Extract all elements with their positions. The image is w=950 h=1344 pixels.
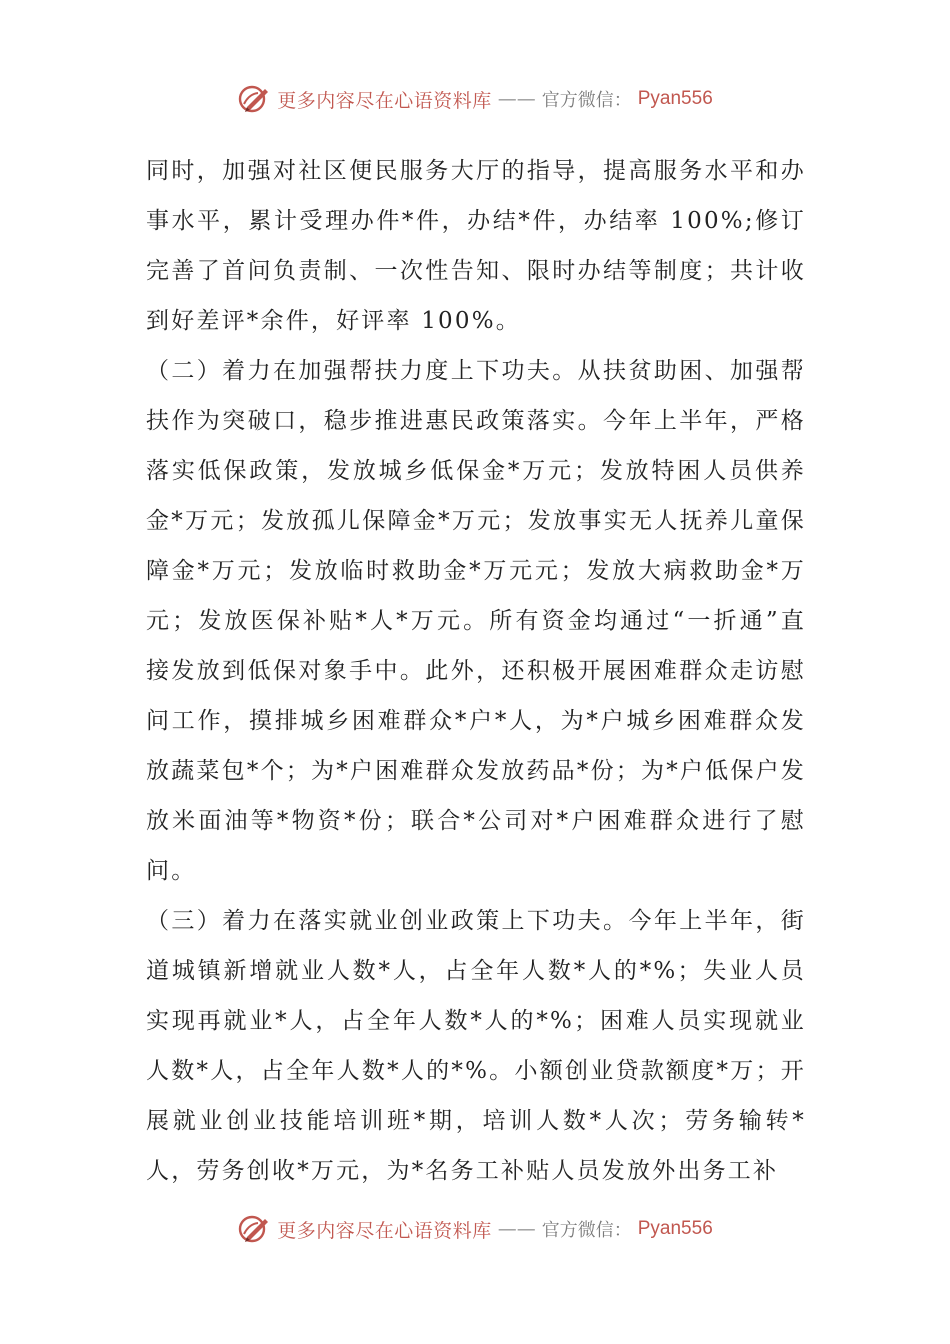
watermark-text: 更多内容尽在心语资料库 (277, 1219, 492, 1242)
watermark-label: 官方微信： (541, 90, 632, 111)
pen-logo-icon (237, 1212, 271, 1246)
watermark-label: 官方微信： (541, 1220, 632, 1241)
paragraph: （二）着力在加强帮扶力度上下功夫。从扶贫助困、加强帮扶作为突破口，稳步推进惠民政策落实。今年上半年，严格落实低保政策，发放城乡低保金*万元；发放特困人员供养金*万元；发放孤儿保障金*万元；发放事实无人抚养儿童保障金*万元；发放临时救助金*万元元；发放大病救助金*万元；发放医保补贴*人*万元。所有资金均通过“一折通”直接发放到低保对象手中。此外，还积极开展困难群众走访慰问工作，摸排城乡困难群众*户*人，为*户城乡困难群众发放蔬菜包*个；为*户困难群众发放药品*份；为*户低保户发放米面油等*物资*份；联合*公司对*户困难群众进行了慰问。 (146, 358, 806, 884)
watermark-separator: —— (497, 88, 536, 110)
header-watermark (0, 82, 950, 116)
paragraph: （三）着力在落实就业创业政策上下功夫。今年上半年，街道城镇新增就业人数*人，占全年人数*人的*%；失业人员实现再就业*人，占全年人数*人的*%；困难人员实现就业人数*人，占全年人数*人的*%。小额创业贷款额度*万；开展就业创业技能培训班*期，培训人数*人次；劳务输转*人，劳务创收*万元，为*名务工补贴人员发放外出务工补 (146, 908, 806, 1184)
watermark-text: 更多内容尽在心语资料库 (277, 89, 492, 112)
watermark-id: Pyan556 (637, 88, 713, 109)
footer-watermark (0, 1212, 950, 1246)
paragraph: 同时，加强对社区便民服务大厅的指导，提高服务水平和办事水平，累计受理办件*件，办结*件，办结率 100%;修订完善了首问负责制、一次性告知、限时办结等制度；共计收到好差评*余件，好评率 100%。 (146, 158, 806, 334)
watermark-id: Pyan556 (637, 1218, 713, 1239)
watermark-separator: —— (497, 1218, 536, 1240)
pen-logo-icon (237, 82, 271, 116)
document-body (146, 146, 806, 1196)
